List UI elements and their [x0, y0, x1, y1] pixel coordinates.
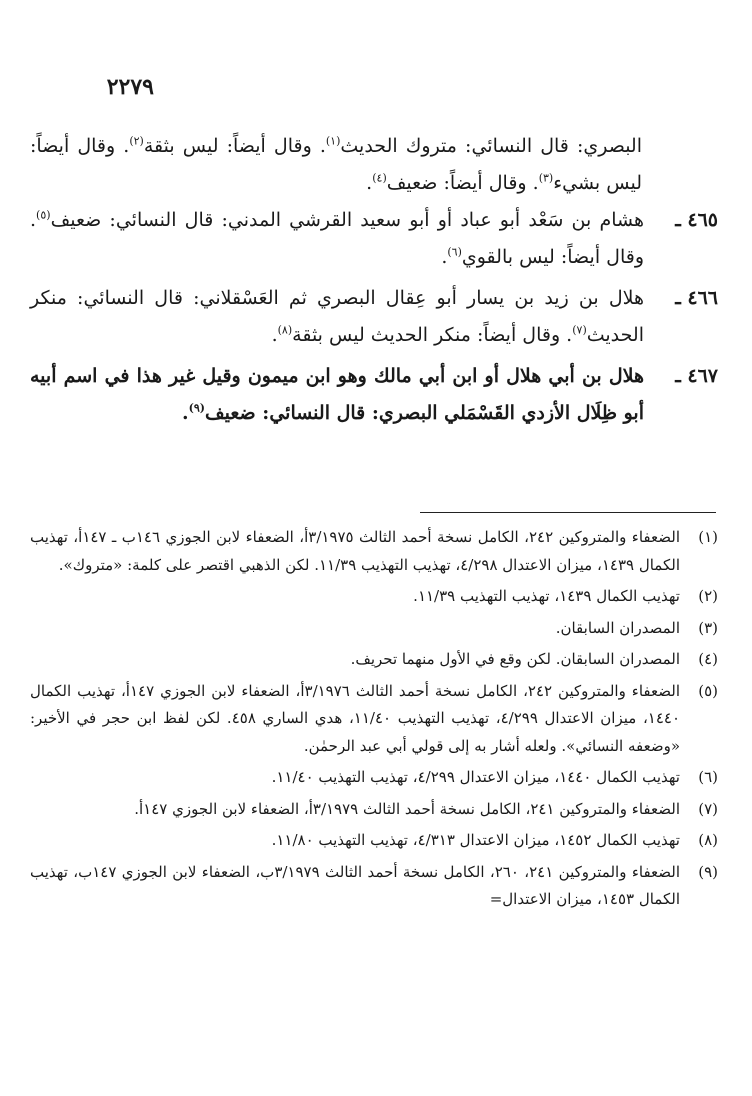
- footnote-marker: (٦): [447, 245, 462, 259]
- footnote-text: تهذيب الكمال ١٤٣٩، تهذيب التهذيب ١١/٣٩.: [413, 587, 680, 605]
- footnote-6: [30, 764, 718, 792]
- footnote-text: الضعفاء والمتروكين ٢٤١، الكامل نسخة أحمد الثالث ٣/١٩٧٩أ، الضعفاء لابن الجوزي ١٤٧أ.: [134, 799, 680, 818]
- footnote-number: (٤): [698, 650, 718, 668]
- footnote-3: [30, 615, 718, 643]
- footnote-8: [30, 827, 718, 855]
- page-number: ٢٢٧٩: [106, 74, 154, 100]
- footnote-text: الضعفاء والمتروكين ٢٤٢، الكامل نسخة أحمد الثالث ٣/١٩٧٥أ، الضعفاء لابن الجوزي ١٤٦ب ـ ١٤٧أ، تهذيب الكمال ١٤٣٩، ميزان الاعتدال ٤/٢٩٨، تهذيب التهذيب ١١/٣٩. لكن الذهبي اقتصر على كلمة: «متروك».: [30, 528, 680, 574]
- footnote-number: (٦): [698, 768, 718, 786]
- footnote-number: (١): [698, 528, 718, 546]
- entry-text: هلال بن زيد بن يسار أبو عِقال البصري ثم العَسْقلاني: قال النسائي: منكر الحديث$^{(٧)}$. وقال أيضاً: منكر الحديث ليس بثقة$^{(٨)}$.: [30, 287, 644, 346]
- footnote-marker: (٩): [188, 401, 205, 415]
- footnote-text: المصدران السابقان. لكن وقع في الأول منهما تحريف.: [350, 650, 680, 668]
- footnote-number: (٢): [698, 587, 718, 605]
- footnote-number: (٨): [698, 831, 718, 849]
- entry-465: [30, 202, 718, 276]
- footnote-marker: (٣): [538, 171, 554, 185]
- footnote-1: [30, 524, 718, 579]
- footnotes: [30, 524, 718, 918]
- entry-466: [30, 280, 718, 354]
- footnote-text: تهذيب الكمال ١٤٥٢، ميزان الاعتدال ٤/٣١٣، تهذيب التهذيب ١١/٨٠.: [271, 831, 680, 849]
- footnote-number: (٩): [698, 862, 718, 881]
- footnote-9: [30, 859, 718, 914]
- footnote-number: (٥): [698, 681, 718, 700]
- footnote-number: (٧): [698, 799, 718, 818]
- footnote-divider: [420, 512, 716, 513]
- entry-text: هلال بن أبي هلال أو ابن أبي مالك وهو ابن ميمون وقيل غير هذا في اسم أبيه أبو ظِلَال الأزدي القَسْمَلي البصري: قال النسائي: ضعيف$^{(٩)}$.: [30, 365, 644, 424]
- footnote-marker: (٢): [129, 134, 144, 148]
- footnote-marker: (٧): [572, 323, 587, 337]
- footnote-4: [30, 646, 718, 674]
- intro-paragraph: البصري: قال النسائي: متروك الحديث$^{(١)}$. وقال أيضاً: ليس بثقة$^{(٢)}$. وقال أيضاً: ليس بشيء$^{(٣)}$. وقال أيضاً: ضعيف$^{(٤)}$.: [30, 134, 642, 194]
- footnote-7: [30, 796, 718, 824]
- footnote-text: تهذيب الكمال ١٤٤٠، ميزان الاعتدال ٤/٢٩٩، تهذيب التهذيب ١١/٤٠.: [271, 768, 680, 786]
- footnote-text: المصدران السابقان.: [555, 618, 680, 637]
- entry-number: ٤٦٦ ـ: [675, 287, 718, 309]
- entry-467: [30, 358, 718, 432]
- footnote-marker: (١): [325, 134, 341, 148]
- footnote-text: الضعفاء والمتروكين ٢٤١، ٢٦٠، الكامل نسخة أحمد الثالث ٣/١٩٧٩ب، الضعفاء لابن الجوزي ١٤٧ب، تهذيب الكمال ١٤٥٣، ميزان الاعتدال=: [30, 862, 681, 908]
- footnote-marker: (٥): [36, 208, 51, 222]
- footnote-marker: (٤): [372, 171, 387, 185]
- entry-number: ٤٦٧ ـ: [675, 365, 718, 387]
- footnote-5: [30, 678, 718, 761]
- entry-number: ٤٦٥ ـ: [675, 209, 718, 231]
- footnote-2: [30, 583, 718, 611]
- footnote-text: الضعفاء والمتروكين ٢٤٢، الكامل نسخة أحمد الثالث ٣/١٩٧٦أ، الضعفاء لابن الجوزي ١٤٧أ، تهذيب الكمال ١٤٤٠، ميزان الاعتدال ٤/٢٩٩، تهذيب التهذيب ١١/٤٠، هدي الساري ٤٥٨. لكن لفظ ابن حجر في الأخير: «وضعفه النسائي». ولعله أشار به إلى قولي أبي عبد الرحمٰن.: [30, 681, 681, 755]
- main-text: [30, 128, 718, 436]
- footnote-number: (٣): [698, 618, 718, 637]
- entry-text: هشام بن سَعْد أبو عباد أو أبو سعيد القرشي المدني: قال النسائي: ضعيف$^{(٥)}$. وقال أيضاً: ليس بالقوي$^{(٦)}$.: [30, 208, 644, 268]
- footnote-marker: (٨): [277, 323, 293, 337]
